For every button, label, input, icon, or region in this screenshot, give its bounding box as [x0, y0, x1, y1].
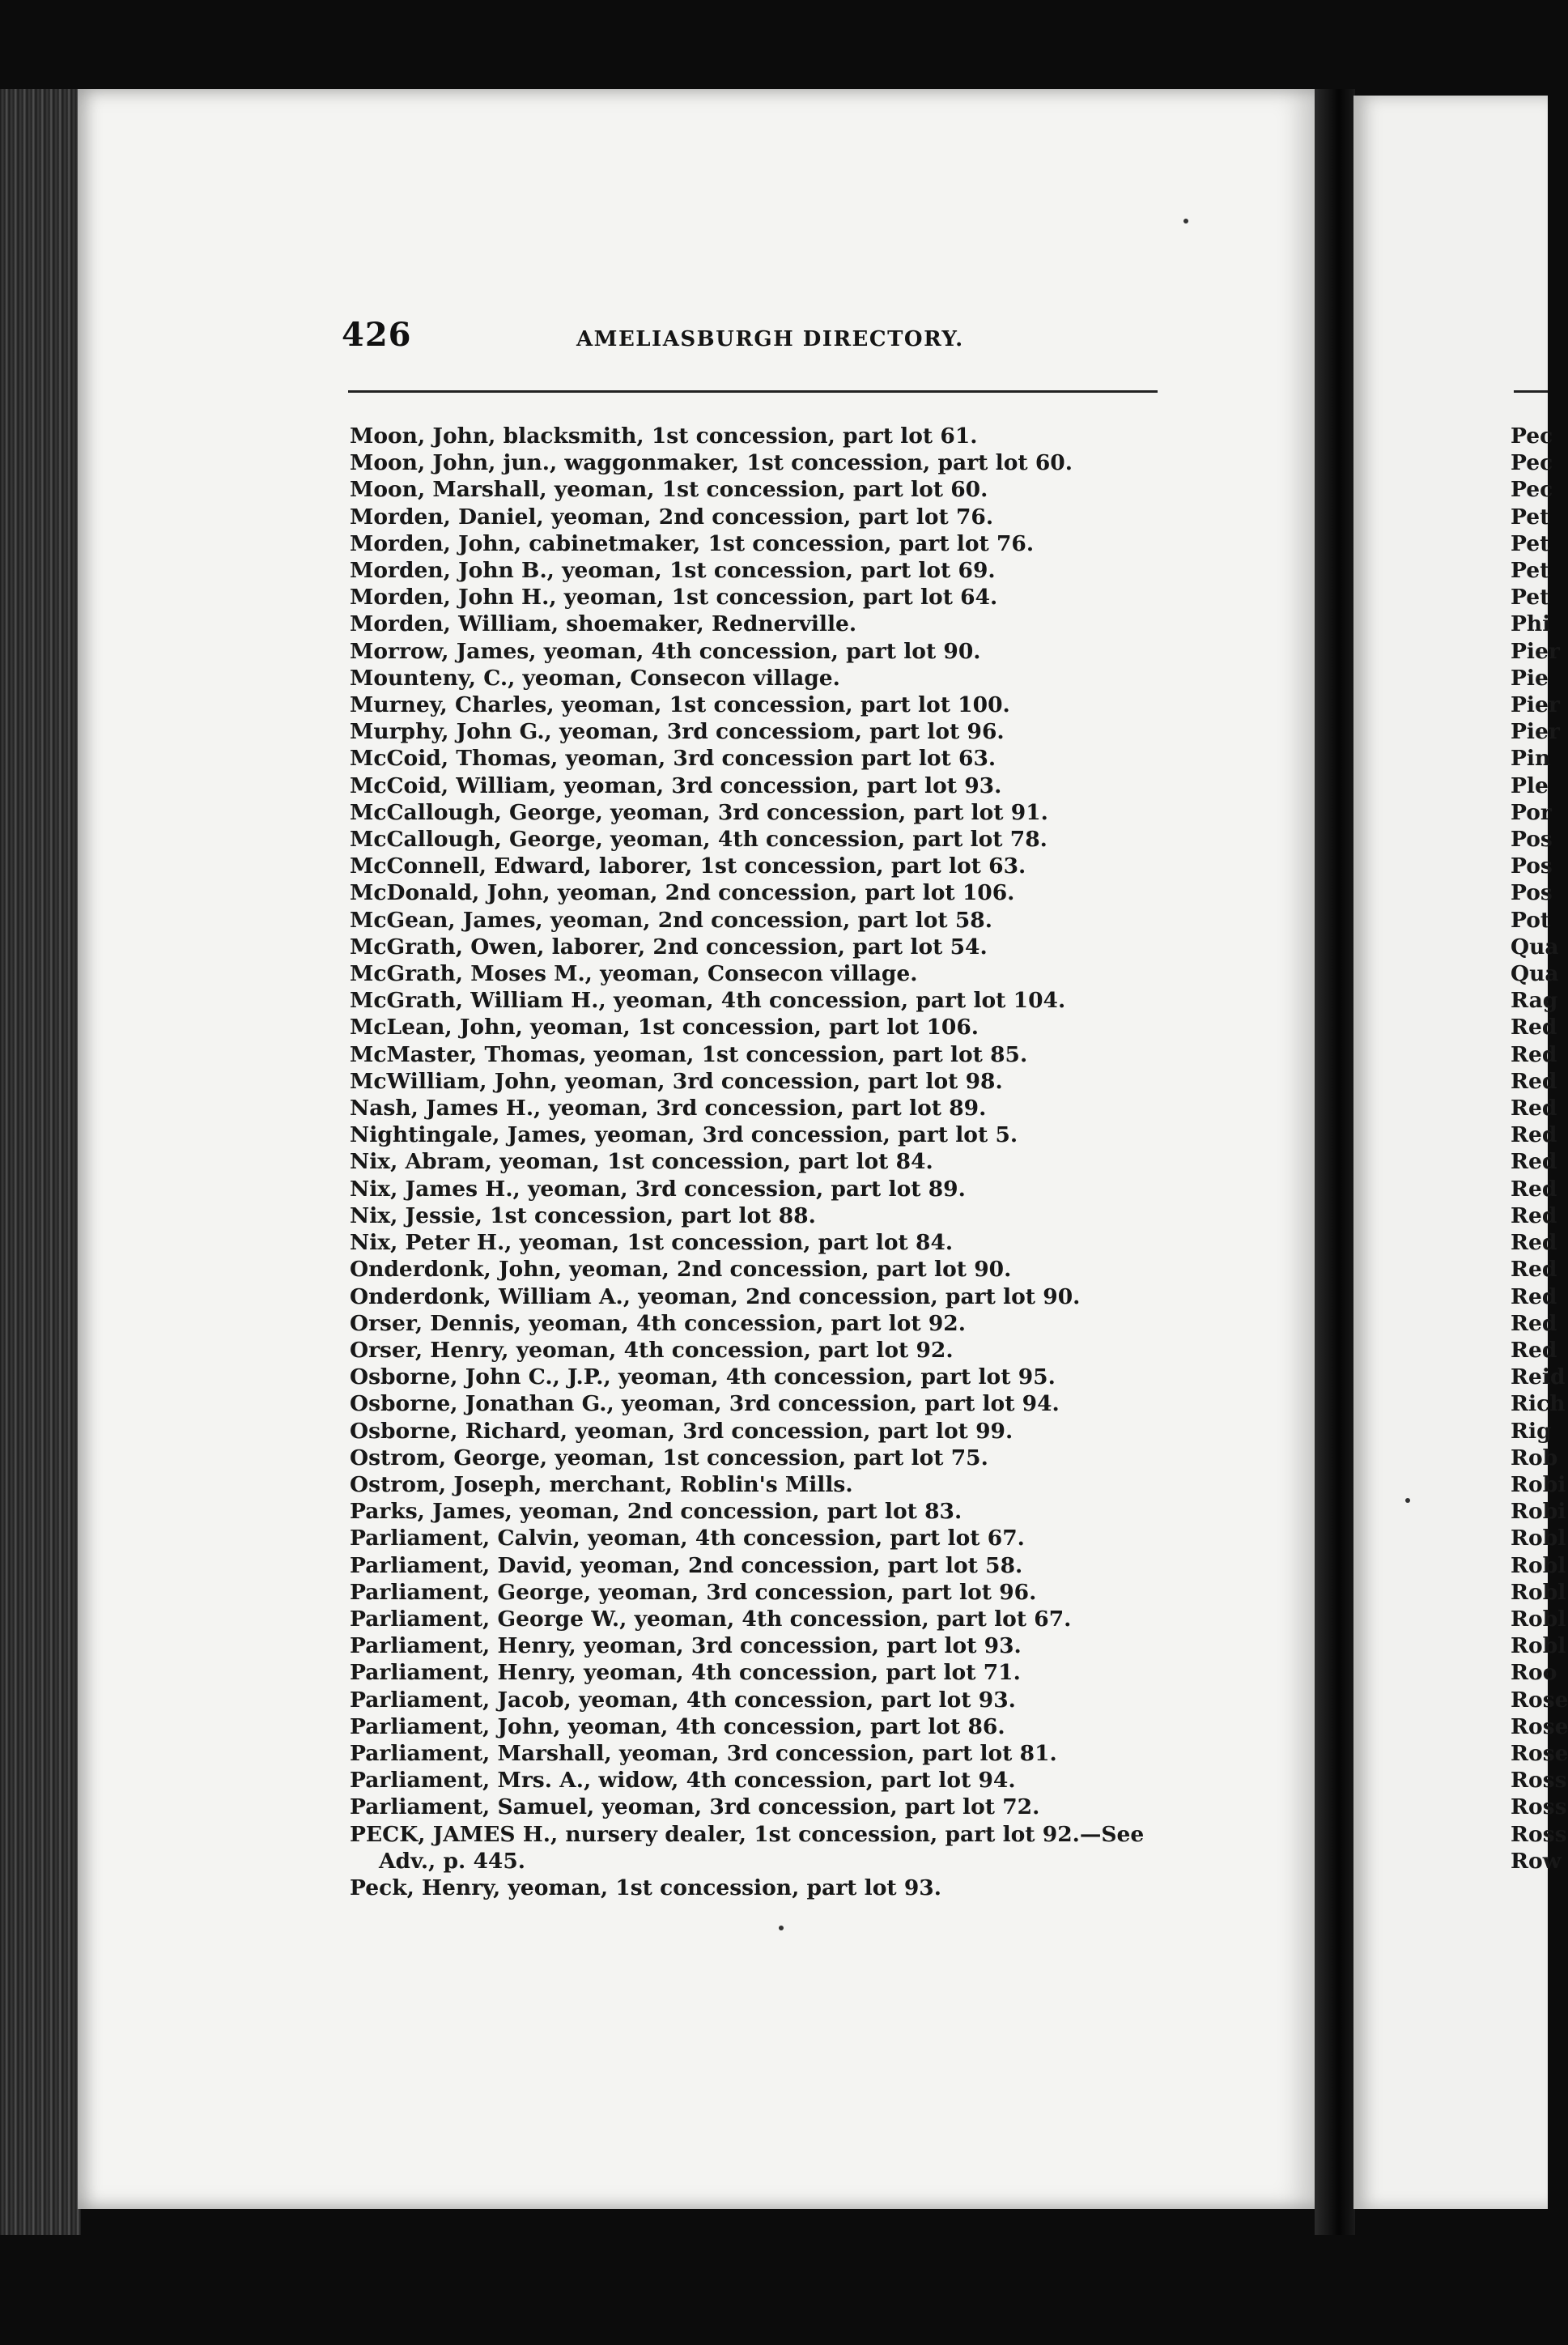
directory-entry: Moon, Marshall, yeoman, 1st concession, part lot 60. — [350, 477, 988, 503]
directory-entry: McCoid, Thomas, yeoman, 3rd concession part lot 63. — [350, 746, 996, 772]
right-page-entry-fragment: Red — [1511, 1041, 1557, 1067]
header-rule-right-page — [1514, 390, 1548, 393]
directory-entry: Osborne, John C., J.P., yeoman, 4th concession, part lot 95. — [350, 1364, 1056, 1390]
right-page-entry-fragment: Red — [1511, 1149, 1557, 1175]
directory-entry: Onderdonk, William A., yeoman, 2nd concession, part lot 90. — [350, 1283, 1081, 1309]
directory-entry: Peck, Henry, yeoman, 1st concession, part lot 93. — [350, 1875, 941, 1900]
right-page-entry-fragment: Pier — [1511, 719, 1560, 745]
right-page-entry-fragment: Pet — [1511, 585, 1550, 611]
directory-entry: Onderdonk, John, yeoman, 2nd concession, part lot 90. — [350, 1257, 1012, 1283]
directory-entry: Murney, Charles, yeoman, 1st concession, part lot 100. — [350, 692, 1010, 718]
right-page-entry-fragment: Robl — [1511, 1552, 1566, 1578]
right-page-entry-fragment: Qua — [1511, 961, 1559, 987]
directory-entry: Adv., p. 445. — [379, 1848, 526, 1874]
right-page-entry-fragment: Rose — [1511, 1740, 1568, 1766]
directory-entry: Parliament, Samuel, yeoman, 3rd concession, part lot 72. — [350, 1794, 1040, 1820]
right-page-entry-fragment: Robl — [1511, 1526, 1566, 1551]
right-page-entry-fragment: Pos — [1511, 880, 1553, 906]
right-page-entry-fragment: Pet — [1511, 530, 1550, 556]
directory-entry: Nash, James H., yeoman, 3rd concession, part lot 89. — [350, 1096, 987, 1121]
right-page-entry-fragment: Ross — [1511, 1768, 1567, 1794]
right-page-entry-fragment: Robl — [1511, 1606, 1566, 1632]
right-page-entry-fragment: Pin — [1511, 746, 1551, 772]
right-page-entry-fragment: Pos — [1511, 827, 1553, 853]
running-head: AMELIASBURGH DIRECTORY. — [576, 327, 964, 351]
right-page-entry-fragment: Red — [1511, 1310, 1557, 1336]
directory-entry: Parliament, David, yeoman, 2nd concession, part lot 58. — [350, 1552, 1023, 1578]
right-page-entry-fragment: Rich — [1511, 1391, 1566, 1417]
right-page-entry-fragment: Red — [1511, 1015, 1557, 1041]
directory-entry: Morden, John B., yeoman, 1st concession, part lot 69. — [350, 558, 996, 584]
right-page-entry-fragment: Rose — [1511, 1713, 1568, 1739]
directory-entry: Ostrom, George, yeoman, 1st concession, part lot 75. — [350, 1445, 988, 1470]
directory-entry: Nightingale, James, yeoman, 3rd concession, part lot 5. — [350, 1122, 1018, 1148]
right-page-entry-fragment: Pie — [1511, 665, 1549, 691]
right-page-entry-fragment: Red — [1511, 1096, 1557, 1121]
right-page-entry-fragment: Rose — [1511, 1687, 1568, 1713]
directory-entry: Parliament, George, yeoman, 3rd concession, part lot 96. — [350, 1579, 1037, 1605]
right-page-entry-fragment: Red — [1511, 1122, 1557, 1148]
directory-entry: McGrath, Owen, laborer, 2nd concession, part lot 54. — [350, 934, 988, 960]
right-page-entry-fragment: Phi — [1511, 611, 1551, 637]
directory-entry: Nix, James H., yeoman, 3rd concession, part lot 89. — [350, 1176, 966, 1202]
directory-entry: McCoid, William, yeoman, 3rd concession, part lot 93. — [350, 772, 1002, 798]
right-page-entry-fragment: Row — [1511, 1848, 1562, 1874]
right-page-entry-fragment: Qua — [1511, 934, 1559, 960]
right-page-entry-fragment: Red — [1511, 1230, 1557, 1256]
directory-entry: McGrath, William H., yeoman, 4th concession, part lot 104. — [350, 988, 1066, 1014]
directory-entry: Morrow, James, yeoman, 4th concession, part lot 90. — [350, 638, 981, 664]
directory-entry: McCallough, George, yeoman, 4th concession, part lot 78. — [350, 827, 1047, 853]
directory-entry: McCallough, George, yeoman, 3rd concession, part lot 91. — [350, 799, 1048, 825]
directory-entry: McGrath, Moses M., yeoman, Consecon village. — [350, 961, 918, 987]
right-page-column — [1511, 423, 1568, 1875]
right-page-entry-fragment: Por — [1511, 799, 1552, 825]
right-page-entry-fragment: Red — [1511, 1257, 1557, 1283]
directory-entry: Orser, Dennis, yeoman, 4th concession, part lot 92. — [350, 1310, 966, 1336]
directory-entry: Nix, Jessie, 1st concession, part lot 88. — [350, 1202, 816, 1228]
right-page-entry-fragment: Pet — [1511, 504, 1550, 530]
right-page-entry-fragment: Rob — [1511, 1445, 1558, 1470]
directory-entry: McWilliam, John, yeoman, 3rd concession, part lot 98. — [350, 1068, 1003, 1094]
right-page-entry-fragment: Robi — [1511, 1499, 1566, 1525]
speck — [779, 1926, 784, 1930]
right-page-entry-fragment: Red — [1511, 1202, 1557, 1228]
right-page-entry-fragment: Robi — [1511, 1471, 1566, 1497]
directory-entry: Morden, John H., yeoman, 1st concession, part lot 64. — [350, 585, 998, 611]
right-page-entry-fragment: Rig — [1511, 1418, 1552, 1444]
right-page-entry-fragment: Pec — [1511, 477, 1553, 503]
directory-entry: Morden, Daniel, yeoman, 2nd concession, part lot 76. — [350, 504, 994, 530]
directory-entry: Parks, James, yeoman, 2nd concession, part lot 83. — [350, 1499, 962, 1525]
right-page-entry-fragment: Reid — [1511, 1364, 1566, 1390]
page-number: 426 — [342, 316, 412, 354]
directory-entry: Nix, Abram, yeoman, 1st concession, part lot 84. — [350, 1149, 933, 1175]
directory-entry: McLean, John, yeoman, 1st concession, part lot 106. — [350, 1015, 979, 1041]
right-page-entry-fragment: Pos — [1511, 853, 1553, 879]
directory-entry: Murphy, John G., yeoman, 3rd concessiom, part lot 96. — [350, 719, 1005, 745]
book-gutter — [1315, 89, 1355, 2235]
directory-entry: Parliament, Henry, yeoman, 4th concession, part lot 71. — [350, 1660, 1021, 1686]
directory-entry: Parliament, Marshall, yeoman, 3rd concession, part lot 81. — [350, 1740, 1057, 1766]
speck — [1405, 1498, 1410, 1503]
directory-entry: Moon, John, blacksmith, 1st concession, part lot 61. — [350, 423, 978, 449]
directory-entry: PECK, JAMES H., nursery dealer, 1st concession, part lot 92.—See — [350, 1821, 1145, 1847]
right-page-entry-fragment: Robl — [1511, 1633, 1566, 1659]
speck — [1183, 219, 1188, 223]
directory-entry: Morden, William, shoemaker, Rednerville. — [350, 611, 857, 637]
directory-entry: McGean, James, yeoman, 2nd concession, part lot 58. — [350, 907, 992, 933]
directory-entry: Parliament, John, yeoman, 4th concession, part lot 86. — [350, 1713, 1005, 1739]
directory-entry: Morden, John, cabinetmaker, 1st concession, part lot 76. — [350, 530, 1035, 556]
directory-entry: Osborne, Richard, yeoman, 3rd concession, part lot 99. — [350, 1418, 1013, 1444]
directory-entry: Ostrom, Joseph, merchant, Roblin's Mills. — [350, 1471, 853, 1497]
directory-entry: Parliament, George W., yeoman, 4th concession, part lot 67. — [350, 1606, 1072, 1632]
book-edge-left — [0, 89, 81, 2235]
directory-entry: Nix, Peter H., yeoman, 1st concession, part lot 84. — [350, 1230, 954, 1256]
directory-entry: Parliament, Mrs. A., widow, 4th concession, part lot 94. — [350, 1768, 1016, 1794]
right-page-entry-fragment: Red — [1511, 1283, 1557, 1309]
right-page-entry-fragment: Roo — [1511, 1660, 1557, 1686]
right-page-entry-fragment: Red — [1511, 1337, 1557, 1363]
directory-entry: Parliament, Henry, yeoman, 3rd concession, part lot 93. — [350, 1633, 1022, 1659]
right-page-entry-fragment: Pet — [1511, 558, 1550, 584]
right-page-entry-fragment: Red — [1511, 1068, 1557, 1094]
right-page-entry-fragment: Pec — [1511, 450, 1553, 476]
right-page-entry-fragment: Pec — [1511, 423, 1553, 449]
right-page-entry-fragment: Ross — [1511, 1821, 1567, 1847]
right-page-entry-fragment: Pot — [1511, 907, 1551, 933]
right-page-entry-fragment: Pier — [1511, 638, 1560, 664]
right-page-entry-fragment: Red — [1511, 1176, 1557, 1202]
right-page-entry-fragment: Robl — [1511, 1579, 1566, 1605]
right-page-entry-fragment: Rag — [1511, 988, 1558, 1014]
header-rule — [348, 390, 1158, 393]
right-page-entry-fragment: Ross — [1511, 1794, 1567, 1820]
directory-entry: Osborne, Jonathan G., yeoman, 3rd concession, part lot 94. — [350, 1391, 1060, 1417]
right-page-entry-fragment: Ple — [1511, 772, 1549, 798]
directory-entry: Parliament, Jacob, yeoman, 4th concession, part lot 93. — [350, 1687, 1016, 1713]
directory-entry: McDonald, John, yeoman, 2nd concession, part lot 106. — [350, 880, 1015, 906]
right-page-entry-fragment: Pier — [1511, 692, 1560, 718]
directory-entries — [350, 423, 1192, 1901]
directory-entry: McConnell, Edward, laborer, 1st concession, part lot 63. — [350, 853, 1026, 879]
directory-entry: McMaster, Thomas, yeoman, 1st concession, part lot 85. — [350, 1041, 1028, 1067]
directory-entry: Moon, John, jun., waggonmaker, 1st concession, part lot 60. — [350, 450, 1073, 476]
directory-entry: Parliament, Calvin, yeoman, 4th concession, part lot 67. — [350, 1526, 1025, 1551]
directory-entry: Mounteny, C., yeoman, Consecon village. — [350, 665, 840, 691]
directory-entry: Orser, Henry, yeoman, 4th concession, part lot 92. — [350, 1337, 954, 1363]
